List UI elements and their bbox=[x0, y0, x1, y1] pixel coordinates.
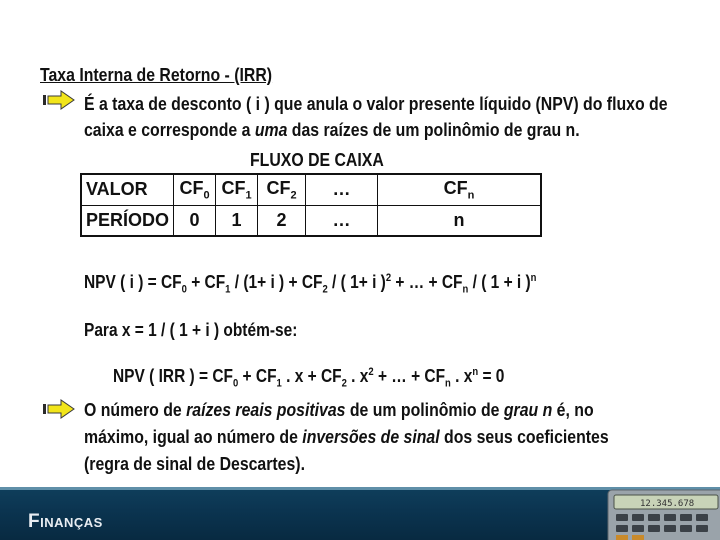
cell-ellipsis: … bbox=[306, 174, 378, 205]
table-row bbox=[81, 174, 541, 205]
cell-cfn: $CF_n$ bbox=[378, 174, 541, 205]
bullet1-line1: É a taxa de desconto ( i ) que anula o valor presente líquido (NPV) do fluxo de bbox=[84, 94, 668, 114]
bullet2-line2: máximo, igual ao número de inversões de sinal dos seus coeficientes bbox=[84, 427, 609, 447]
svg-text:12.345.678: 12.345.678 bbox=[640, 499, 695, 509]
cell-cf1: $CF_1$ bbox=[216, 174, 258, 205]
irr-formula: NPV ( IRR ) = $CF_0 + CF_1$ . $x + CF_2$ . $x^2$ + … + $CF_n$ . $x^n = 0$ bbox=[113, 366, 505, 390]
calculator-icon bbox=[600, 488, 720, 540]
row-label-periodo: PERÍODO bbox=[81, 205, 174, 236]
table-row bbox=[81, 205, 541, 236]
heading: Taxa Interna de Retorno - (IRR) bbox=[40, 65, 273, 85]
row-label-valor: VALOR bbox=[81, 174, 174, 205]
cell-period: 2 bbox=[258, 205, 306, 236]
cell-cf2: $CF_2$ bbox=[258, 174, 306, 205]
bullet2-line3: (regra de sinal de Descartes). bbox=[84, 454, 305, 474]
footer-label: Finanças bbox=[28, 511, 103, 532]
substitution-text: Para x = 1 / ( 1 + i ) obtém-se: bbox=[84, 320, 298, 340]
arrow-bullet-icon bbox=[42, 398, 76, 420]
arrow-bullet-icon bbox=[42, 89, 76, 111]
cell-period: n bbox=[378, 205, 541, 236]
bullet1-line2: caixa e corresponde a uma das raízes de um polinômio de grau n. bbox=[84, 120, 580, 140]
cell-period: … bbox=[306, 205, 378, 236]
cell-cf0: $CF_0$ bbox=[174, 174, 216, 205]
cell-period: 0 bbox=[174, 205, 216, 236]
table-title: FLUXO DE CAIXA bbox=[250, 150, 384, 170]
cash-flow-table bbox=[80, 173, 542, 237]
cell-period: 1 bbox=[216, 205, 258, 236]
bullet2-line1: O número de raízes reais positivas de um polinômio de grau n é, no bbox=[84, 400, 594, 420]
npv-formula: NPV ( i ) = $CF_0 + CF_1 / (1+ i$ ) + $CF_2$ / ( 1+ i )$^2$ + … + $CF_n$ / ( 1 + i )$^n$ bbox=[84, 272, 537, 296]
